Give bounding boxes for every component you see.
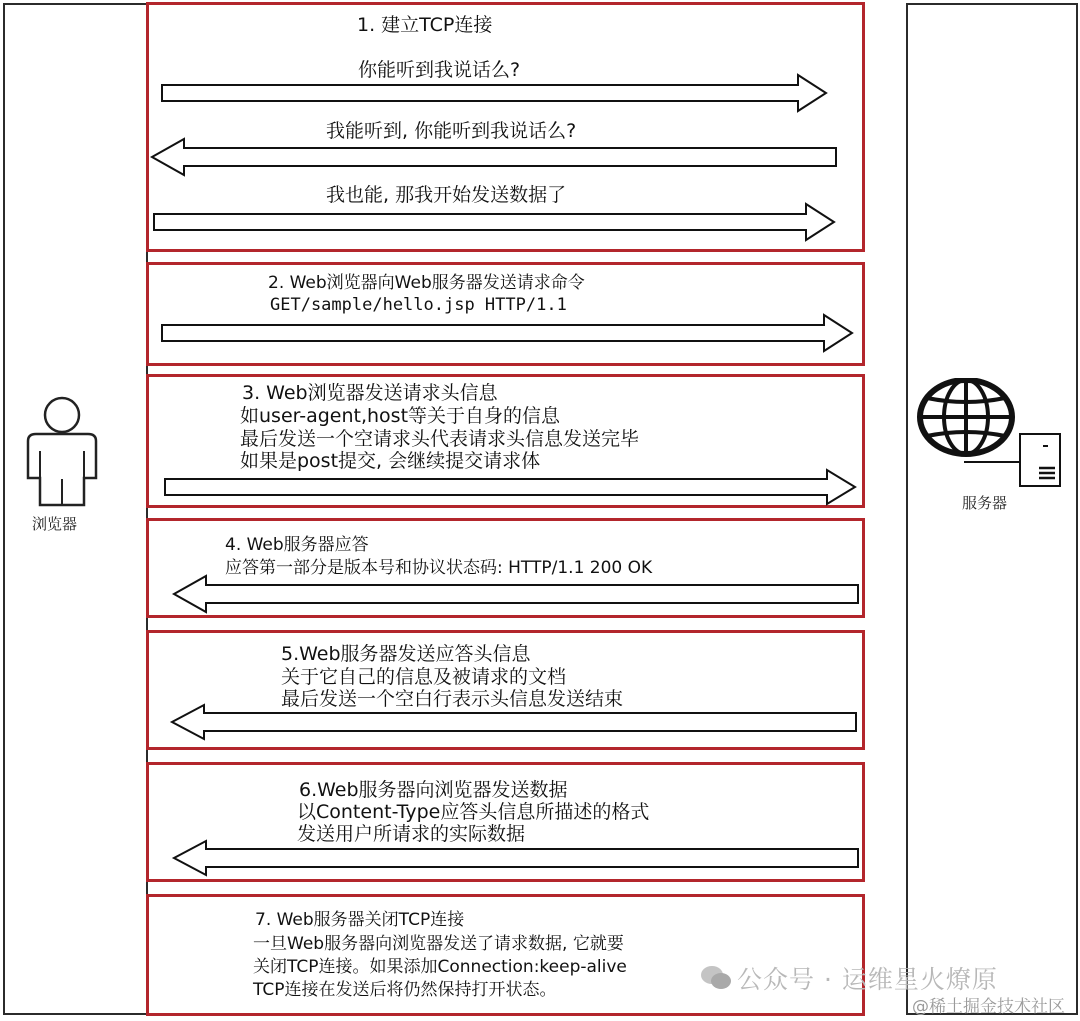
step-3-line-3: 如果是post提交, 会继续提交请求体 [240, 450, 541, 472]
step-7-line-2: 关闭TCP连接。如果添加Connection:keep-alive [253, 957, 627, 977]
arrow-left-icon [170, 704, 860, 744]
step-6-title: 6.Web服务器向浏览器发送数据 [299, 779, 568, 801]
arrow-left-icon [172, 574, 862, 614]
step-1-line-2: 我能听到, 你能听到我说话么? [326, 120, 577, 142]
step-1-line-3: 我也能, 那我开始发送数据了 [326, 184, 567, 206]
step-2-line-1: GET/sample/hello.jsp HTTP/1.1 [270, 295, 567, 315]
step-3-line-1: 如user-agent,host等关于自身的信息 [240, 405, 561, 427]
arrow-right-icon [160, 73, 830, 113]
step-5-line-2: 最后发送一个空白行表示头信息发送结束 [281, 688, 624, 710]
arrow-left-icon [150, 138, 840, 178]
arrow-right-icon [160, 313, 856, 353]
browser-person-icon [20, 395, 110, 510]
step-7-line-3: TCP连接在发送后将仍然保持打开状态。 [253, 980, 557, 1000]
step-4-line-1: 应答第一部分是版本号和协议状态码: HTTP/1.1 200 OK [225, 558, 653, 578]
step-5-title: 5.Web服务器发送应答头信息 [281, 643, 531, 665]
step-5-line-1: 关于它自己的信息及被请求的文档 [281, 666, 567, 688]
server-label: 服务器 [962, 494, 1008, 512]
step-6-line-2: 发送用户所请求的实际数据 [297, 823, 526, 845]
arrow-right-icon [163, 468, 859, 508]
wechat-logo-icon [700, 963, 732, 993]
step-1-line-1: 你能听到我说话么? [358, 59, 521, 81]
arrow-right-icon [152, 202, 838, 242]
browser-label: 浏览器 [32, 515, 78, 533]
step-4-title: 4. Web服务器应答 [225, 535, 369, 555]
step-7-line-1: 一旦Web服务器向浏览器发送了请求数据, 它就要 [253, 934, 624, 954]
step-2-title: 2. Web浏览器向Web服务器发送请求命令 [268, 273, 585, 293]
step-3-title: 3. Web浏览器发送请求头信息 [242, 382, 498, 404]
watermark-site: @稀土掘金技术社区 [912, 997, 1065, 1017]
step-6-line-1: 以Content-Type应答头信息所描述的格式 [297, 801, 650, 823]
step-3-line-2: 最后发送一个空请求头代表请求头信息发送完毕 [240, 428, 640, 450]
arrow-left-icon [172, 840, 862, 880]
step-1-title: 1. 建立TCP连接 [357, 14, 493, 36]
server-tower-icon [962, 430, 1072, 490]
watermark-channel: 公众号 · 运维星火燎原 [737, 965, 998, 994]
step-7-title: 7. Web服务器关闭TCP连接 [255, 910, 465, 930]
